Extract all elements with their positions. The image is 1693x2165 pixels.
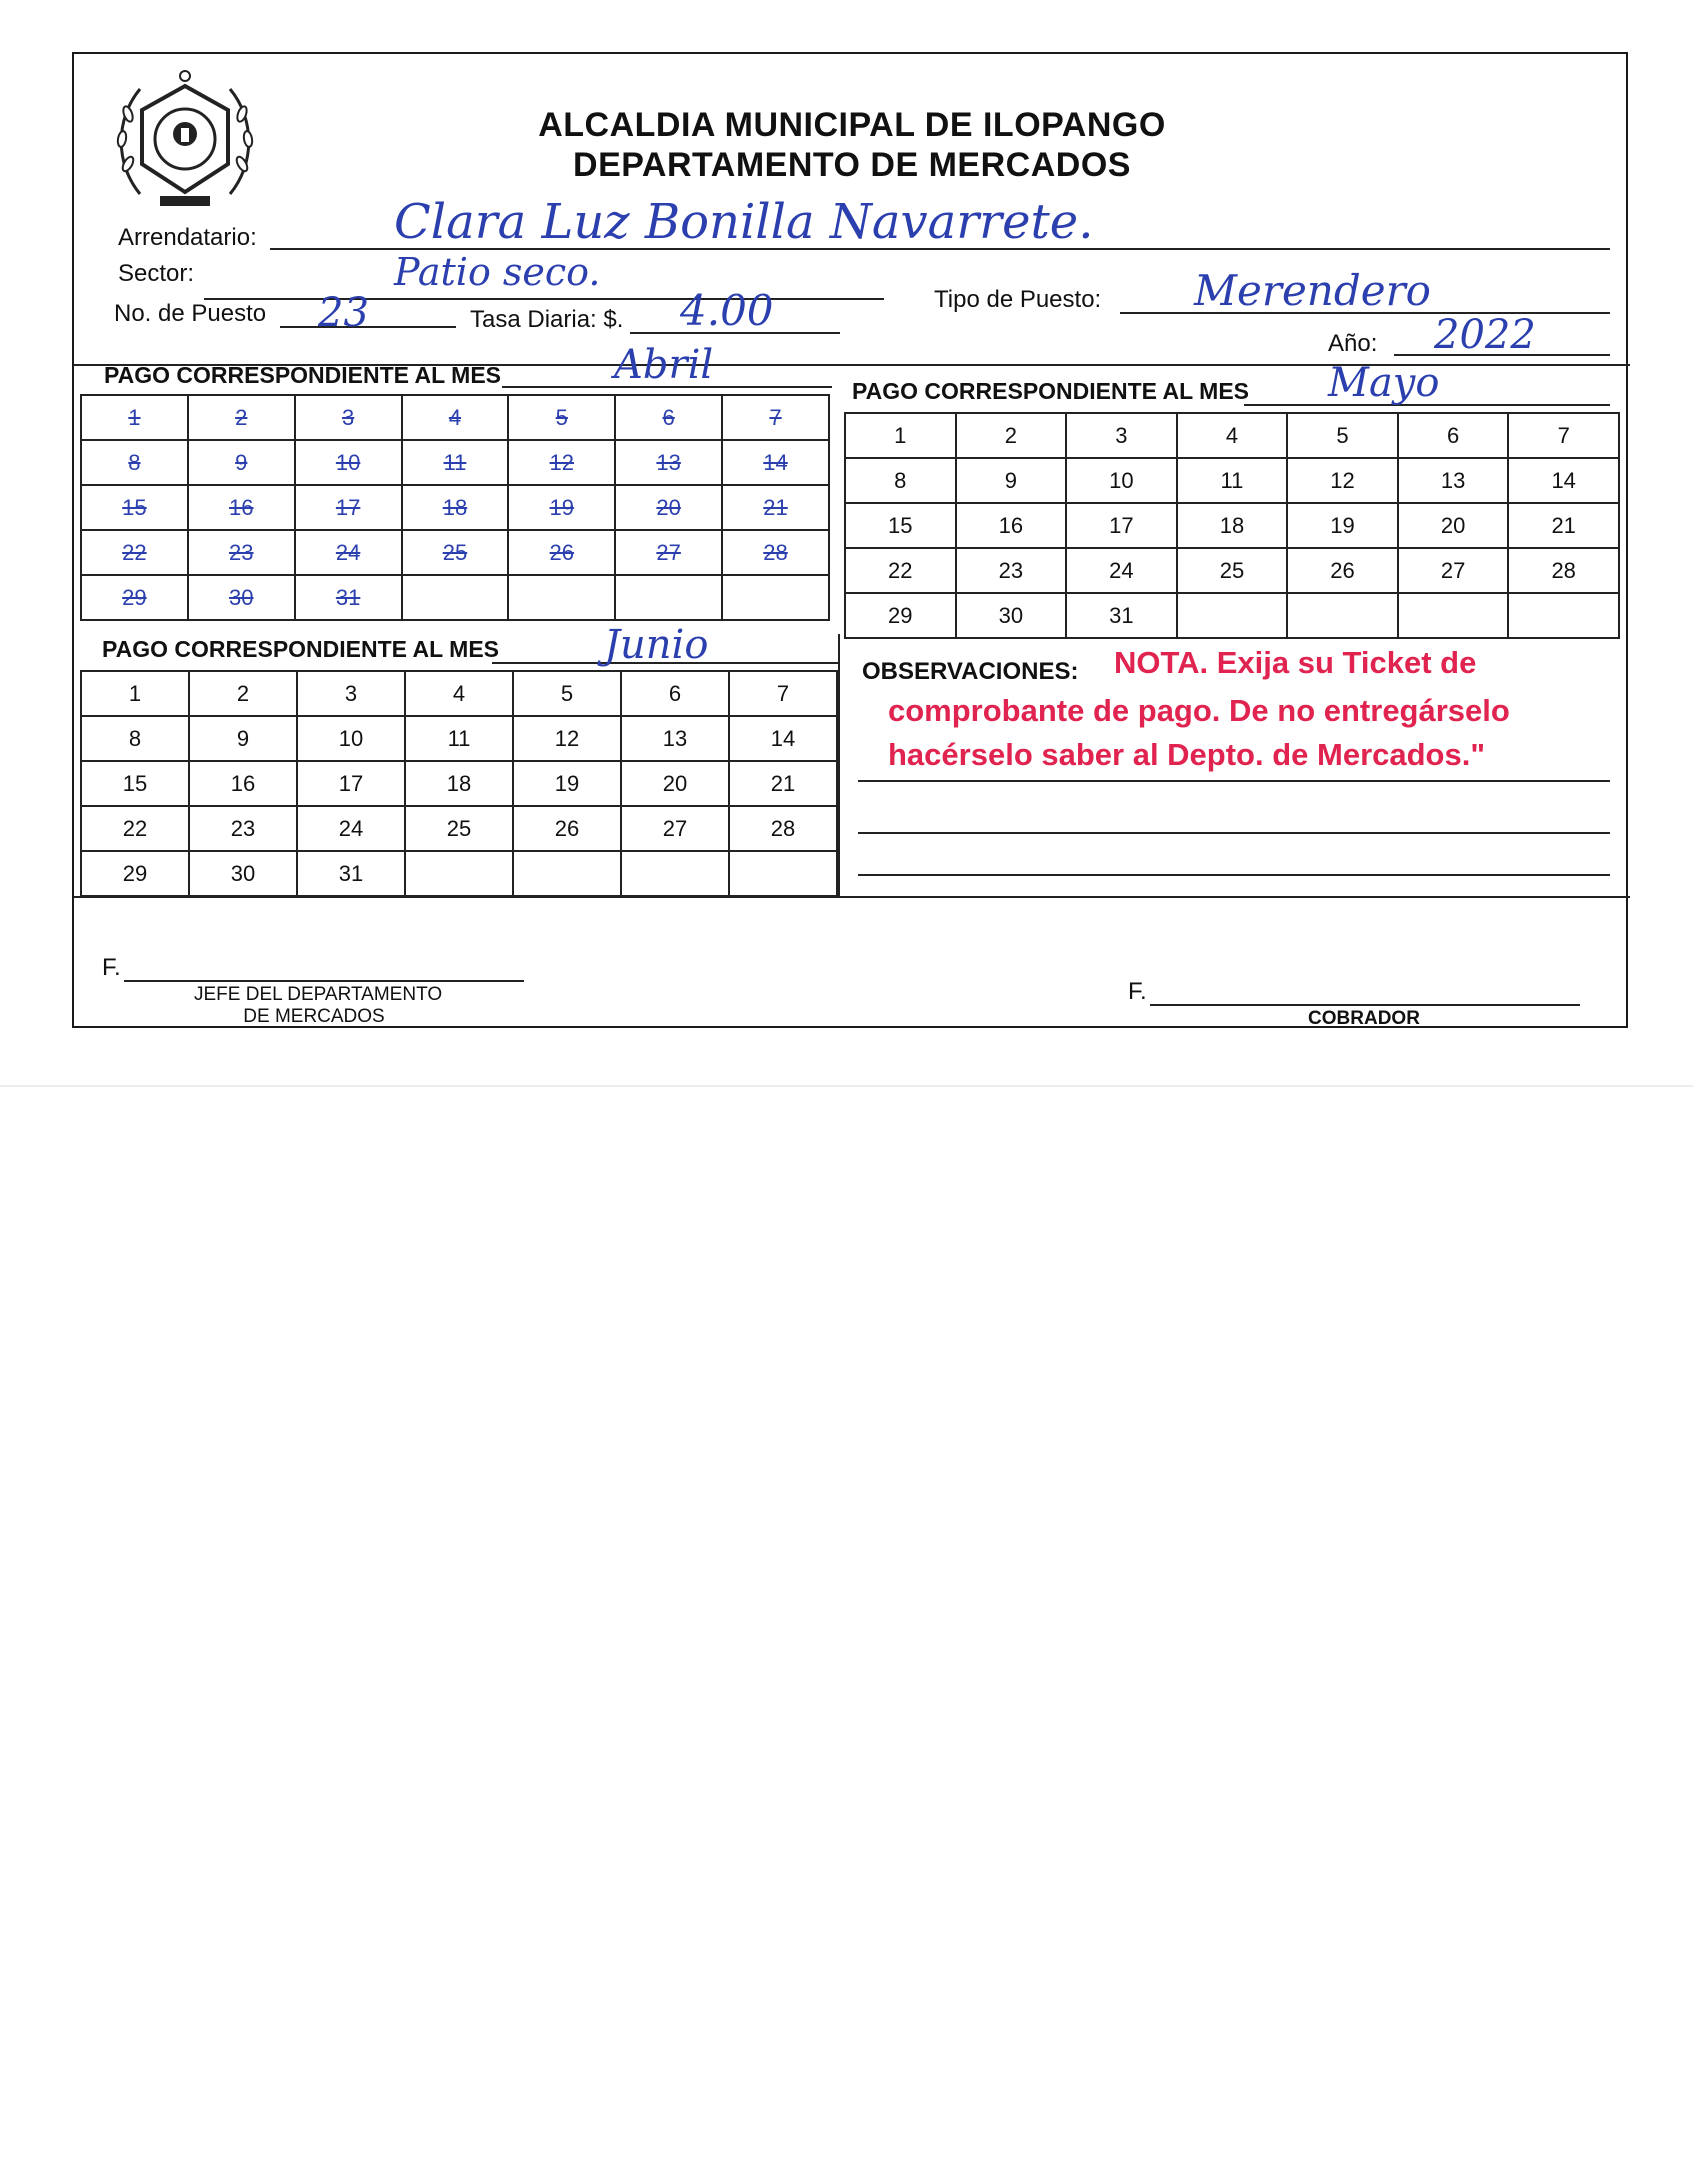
day-cell[interactable]: 1 — [81, 671, 189, 716]
empty-cell — [729, 851, 837, 896]
month-label-abril: PAGO CORRESPONDIENTE AL MES — [104, 362, 502, 388]
day-cell[interactable]: 7 — [722, 395, 829, 440]
tipo-puesto-value[interactable]: Merendero — [1194, 266, 1431, 315]
empty-cell — [621, 851, 729, 896]
firma-jefe-prefix: F. — [102, 954, 121, 981]
day-cell[interactable]: 30 — [956, 593, 1067, 638]
day-cell[interactable]: 4 — [405, 671, 513, 716]
day-cell[interactable]: 10 — [1066, 458, 1177, 503]
day-cell[interactable]: 1 — [845, 413, 956, 458]
empty-cell — [402, 575, 509, 620]
day-cell[interactable]: 5 — [1287, 413, 1398, 458]
day-cell[interactable]: 31 — [297, 851, 405, 896]
day-cell[interactable]: 20 — [1398, 503, 1509, 548]
day-cell[interactable]: 3 — [295, 395, 402, 440]
month-value-abril[interactable]: Abril — [614, 342, 714, 388]
day-cell[interactable]: 4 — [1177, 413, 1288, 458]
day-cell[interactable]: 10 — [297, 716, 405, 761]
day-cell[interactable]: 29 — [81, 575, 188, 620]
calendar-mayo — [844, 412, 1620, 639]
month-label-mayo: PAGO CORRESPONDIENTE AL MES — [852, 378, 1250, 404]
day-cell[interactable]: 3 — [1066, 413, 1177, 458]
day-cell[interactable]: 21 — [1508, 503, 1619, 548]
calendar-week-row — [81, 575, 829, 620]
day-cell[interactable]: 30 — [189, 851, 297, 896]
empty-cell — [405, 851, 513, 896]
day-cell[interactable]: 5 — [513, 671, 621, 716]
day-cell[interactable]: 21 — [722, 485, 829, 530]
day-cell[interactable]: 14 — [729, 716, 837, 761]
day-cell[interactable]: 28 — [1508, 548, 1619, 593]
day-cell[interactable]: 5 — [508, 395, 615, 440]
day-cell[interactable]: 2 — [189, 671, 297, 716]
cobrador-title: COBRADOR — [1308, 1008, 1420, 1029]
empty-cell — [1398, 593, 1509, 638]
day-cell[interactable]: 23 — [956, 548, 1067, 593]
footer-divider — [74, 896, 1630, 898]
day-cell[interactable]: 28 — [729, 806, 837, 851]
day-cell[interactable]: 12 — [513, 716, 621, 761]
scan-edge — [0, 1085, 1693, 1087]
day-cell[interactable]: 26 — [508, 530, 615, 575]
nota-line-2: comprobante de pago. De no entregárselo — [888, 693, 1510, 728]
day-cell[interactable]: 20 — [615, 485, 722, 530]
calendar-week-row — [81, 806, 837, 851]
day-cell[interactable]: 18 — [1177, 503, 1288, 548]
calendar-week-row — [845, 413, 1619, 458]
sector-value[interactable]: Patio seco. — [394, 250, 601, 294]
card-title: ALCALDIA MUNICIPAL DE ILOPANGO — [538, 106, 1166, 144]
day-cell[interactable]: 14 — [1508, 458, 1619, 503]
day-cell[interactable]: 26 — [513, 806, 621, 851]
day-cell[interactable]: 17 — [1066, 503, 1177, 548]
calendar-week-row — [845, 548, 1619, 593]
day-cell[interactable]: 15 — [845, 503, 956, 548]
day-cell[interactable]: 23 — [189, 806, 297, 851]
day-cell[interactable]: 17 — [295, 485, 402, 530]
day-cell[interactable]: 27 — [1398, 548, 1509, 593]
observaciones-line-3 — [858, 874, 1610, 876]
month-value-mayo[interactable]: Mayo — [1328, 360, 1440, 406]
day-cell[interactable]: 22 — [81, 530, 188, 575]
day-cell[interactable]: 6 — [621, 671, 729, 716]
day-cell[interactable]: 29 — [81, 851, 189, 896]
sector-line — [204, 298, 884, 300]
day-cell[interactable]: 2 — [956, 413, 1067, 458]
day-cell[interactable]: 19 — [1287, 503, 1398, 548]
jefe-title-1: JEFE DEL DEPARTAMENTO — [194, 984, 443, 1005]
day-cell[interactable]: 12 — [508, 440, 615, 485]
day-cell[interactable]: 15 — [81, 485, 188, 530]
empty-cell — [1508, 593, 1619, 638]
calendar-week-row — [81, 485, 829, 530]
day-cell[interactable]: 16 — [188, 485, 295, 530]
empty-cell — [1287, 593, 1398, 638]
calendar-week-row — [845, 593, 1619, 638]
jefe-title-2: DE MERCADOS — [243, 1006, 385, 1027]
tasa-value[interactable]: 4.00 — [680, 286, 774, 335]
day-cell[interactable]: 18 — [402, 485, 509, 530]
day-cell[interactable]: 24 — [1066, 548, 1177, 593]
empty-cell — [508, 575, 615, 620]
day-cell[interactable]: 3 — [297, 671, 405, 716]
day-cell[interactable]: 31 — [1066, 593, 1177, 638]
day-cell[interactable]: 29 — [845, 593, 956, 638]
calendar-junio — [80, 670, 838, 897]
observaciones-line-1 — [858, 780, 1610, 782]
arrendatario-label: Arrendatario: — [118, 224, 257, 251]
calendar-week-row — [81, 440, 829, 485]
calendar-abril — [80, 394, 830, 621]
tasa-label: Tasa Diaria: $. — [470, 306, 624, 333]
day-cell[interactable]: 25 — [405, 806, 513, 851]
day-cell[interactable]: 4 — [402, 395, 509, 440]
calendar-week-row — [81, 761, 837, 806]
firma-cobrador-line[interactable] — [1150, 1004, 1580, 1006]
calendar-week-row — [81, 716, 837, 761]
arrendatario-value[interactable]: Clara Luz Bonilla Navarrete. — [394, 194, 1094, 250]
empty-cell — [513, 851, 621, 896]
day-cell[interactable]: 31 — [295, 575, 402, 620]
day-cell[interactable]: 30 — [188, 575, 295, 620]
day-cell[interactable]: 6 — [615, 395, 722, 440]
observaciones-label: OBSERVACIONES: — [862, 658, 1079, 685]
day-cell[interactable]: 11 — [402, 440, 509, 485]
day-cell[interactable]: 12 — [1287, 458, 1398, 503]
calendar-week-row — [81, 530, 829, 575]
firma-cobrador-prefix: F. — [1128, 978, 1147, 1005]
day-cell[interactable]: 26 — [1287, 548, 1398, 593]
day-cell[interactable]: 8 — [81, 440, 188, 485]
day-cell[interactable]: 21 — [729, 761, 837, 806]
day-cell[interactable]: 25 — [402, 530, 509, 575]
day-cell[interactable]: 2 — [188, 395, 295, 440]
day-cell[interactable]: 20 — [621, 761, 729, 806]
empty-cell — [1177, 593, 1288, 638]
day-cell[interactable]: 24 — [297, 806, 405, 851]
empty-cell — [615, 575, 722, 620]
day-cell[interactable]: 9 — [189, 716, 297, 761]
day-cell[interactable]: 18 — [405, 761, 513, 806]
day-cell[interactable]: 15 — [81, 761, 189, 806]
day-cell[interactable]: 10 — [295, 440, 402, 485]
day-cell[interactable]: 1 — [81, 395, 188, 440]
day-cell[interactable]: 13 — [615, 440, 722, 485]
day-cell[interactable]: 9 — [956, 458, 1067, 503]
puesto-label: No. de Puesto — [114, 300, 267, 327]
day-cell[interactable]: 27 — [615, 530, 722, 575]
day-cell[interactable]: 13 — [1398, 458, 1509, 503]
day-cell[interactable]: 27 — [621, 806, 729, 851]
nota-line-1: NOTA. Exija su Ticket de — [1114, 645, 1477, 680]
card-subtitle: DEPARTAMENTO DE MERCADOS — [573, 146, 1131, 184]
month-label-junio: PAGO CORRESPONDIENTE AL MES — [102, 636, 500, 662]
anio-label: Año: — [1328, 330, 1378, 357]
day-cell[interactable]: 17 — [297, 761, 405, 806]
day-cell[interactable]: 24 — [295, 530, 402, 575]
day-cell[interactable]: 7 — [729, 671, 837, 716]
calendar-week-row — [845, 458, 1619, 503]
day-cell[interactable]: 8 — [845, 458, 956, 503]
day-cell[interactable]: 6 — [1398, 413, 1509, 458]
sector-label: Sector: — [118, 260, 195, 287]
day-cell[interactable]: 19 — [508, 485, 615, 530]
day-cell[interactable]: 23 — [188, 530, 295, 575]
nota-line-3: hacérselo saber al Depto. de Mercados." — [888, 737, 1486, 772]
market-payment-card — [72, 52, 1628, 1028]
day-cell[interactable]: 22 — [81, 806, 189, 851]
day-cell[interactable]: 22 — [845, 548, 956, 593]
day-cell[interactable]: 11 — [1177, 458, 1288, 503]
anio-value[interactable]: 2022 — [1434, 312, 1536, 358]
day-cell[interactable]: 19 — [513, 761, 621, 806]
firma-jefe-line[interactable] — [124, 980, 524, 982]
day-cell[interactable]: 11 — [405, 716, 513, 761]
calendar-week-row — [81, 671, 837, 716]
day-cell[interactable]: 28 — [722, 530, 829, 575]
day-cell[interactable]: 14 — [722, 440, 829, 485]
day-cell[interactable]: 7 — [1508, 413, 1619, 458]
observaciones-divider — [838, 634, 840, 896]
day-cell[interactable]: 16 — [956, 503, 1067, 548]
observaciones-line-2 — [858, 832, 1610, 834]
empty-cell — [722, 575, 829, 620]
puesto-value[interactable]: 23 — [318, 290, 369, 336]
day-cell[interactable]: 8 — [81, 716, 189, 761]
calendar-week-row — [81, 851, 837, 896]
day-cell[interactable]: 13 — [621, 716, 729, 761]
calendar-week-row — [845, 503, 1619, 548]
tipo-puesto-label: Tipo de Puesto: — [934, 286, 1102, 313]
day-cell[interactable]: 9 — [188, 440, 295, 485]
day-cell[interactable]: 16 — [189, 761, 297, 806]
calendar-week-row — [81, 395, 829, 440]
month-value-junio[interactable]: Junio — [604, 622, 709, 668]
day-cell[interactable]: 25 — [1177, 548, 1288, 593]
